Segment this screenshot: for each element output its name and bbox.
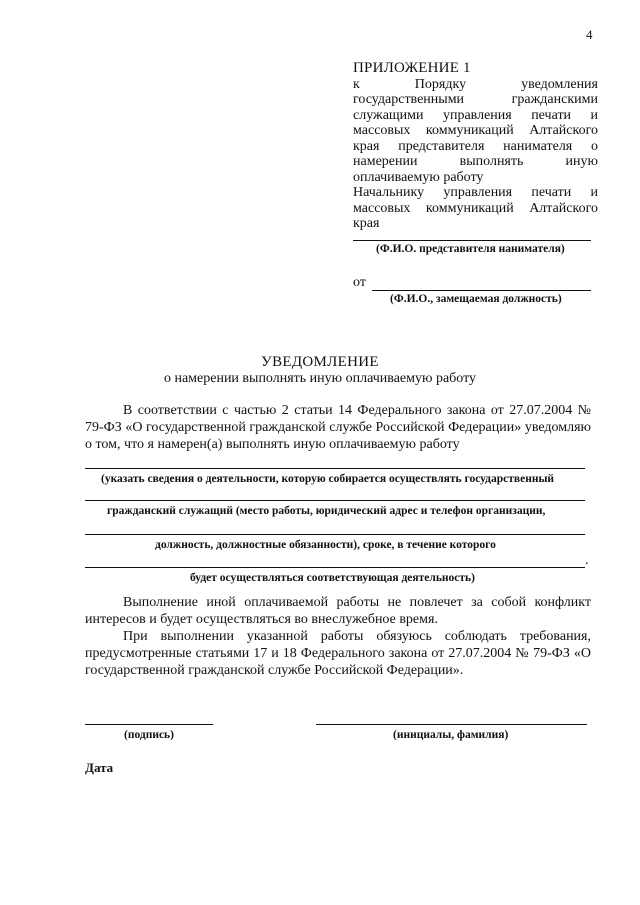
notice-title: УВЕДОМЛЕНИЕ xyxy=(261,354,379,370)
from-label: от xyxy=(353,275,366,290)
addressee-text: Начальнику управления печати и массовых коммуникаций Алтайского края xyxy=(353,185,598,231)
activity-field-line-4[interactable] xyxy=(85,567,585,568)
activity-field-caption-4: будет осуществляться соответствующая деятельность) xyxy=(190,572,475,584)
activity-field-caption-2: гражданский служащий (место работы, юридический адрес и телефон организации, xyxy=(107,505,546,517)
notice-paragraph-3 xyxy=(85,628,591,679)
activity-field-caption-3: должность, должностные обязанности), сроке, в течение которого xyxy=(155,539,496,551)
appendix-block xyxy=(353,61,598,185)
notice-paragraph-2 xyxy=(85,594,591,628)
applicant-name-caption: (Ф.И.О., замещаемая должность) xyxy=(390,293,562,305)
appendix-title: ПРИЛОЖЕНИЕ 1 xyxy=(353,60,471,76)
applicant-name-line[interactable] xyxy=(372,290,591,291)
notice-paragraph-1-text: В соответствии с частью 2 статьи 14 Федерального закона от 27.07.2004 № 79-ФЗ «О государственной гражданской службе Российской Федерации» уведомляю о том, что я намерен(а) выполнять иную оплачиваемую работу xyxy=(85,403,591,452)
signature-line[interactable] xyxy=(85,724,213,725)
activity-field-end-mark: . xyxy=(585,553,589,568)
activity-field-line-2[interactable] xyxy=(85,500,585,501)
appendix-text: к Порядку уведомления государственными гражданскими служащими управления печати и массовых коммуникаций Алтайского края представителя нанимателя о намерении выполнять иную оплачиваемую работу xyxy=(353,76,598,185)
notice-subtitle: о намерении выполнять иную оплачиваемую работу xyxy=(163,371,477,386)
employer-name-line[interactable] xyxy=(353,240,591,241)
notice-paragraph-3-text: При выполнении указанной работы обязуюсь соблюдать требования, предусмотренные статьями 17 и 18 Федерального закона от 27.07.2004 № 79-ФЗ «О государственной гражданской службе Российской Федерации». xyxy=(85,629,591,678)
activity-field-line-1[interactable] xyxy=(85,468,585,469)
initials-caption: (инициалы, фамилия) xyxy=(393,729,509,741)
notice-paragraph-1 xyxy=(85,402,591,453)
notice-paragraph-2-text: Выполнение иной оплачиваемой работы не повлечет за собой конфликт интересов и будет осуществляться во внеслужебное время. xyxy=(85,595,591,627)
date-label: Дата xyxy=(85,760,114,775)
employer-name-caption: (Ф.И.О. представителя нанимателя) xyxy=(376,243,565,255)
activity-field-caption-1: (указать сведения о деятельности, которую собирается осуществлять государственный xyxy=(101,473,555,485)
initials-line[interactable] xyxy=(316,724,587,725)
signature-caption: (подпись) xyxy=(124,729,174,741)
activity-field-line-3[interactable] xyxy=(85,534,585,535)
page-number: 4 xyxy=(586,27,593,42)
